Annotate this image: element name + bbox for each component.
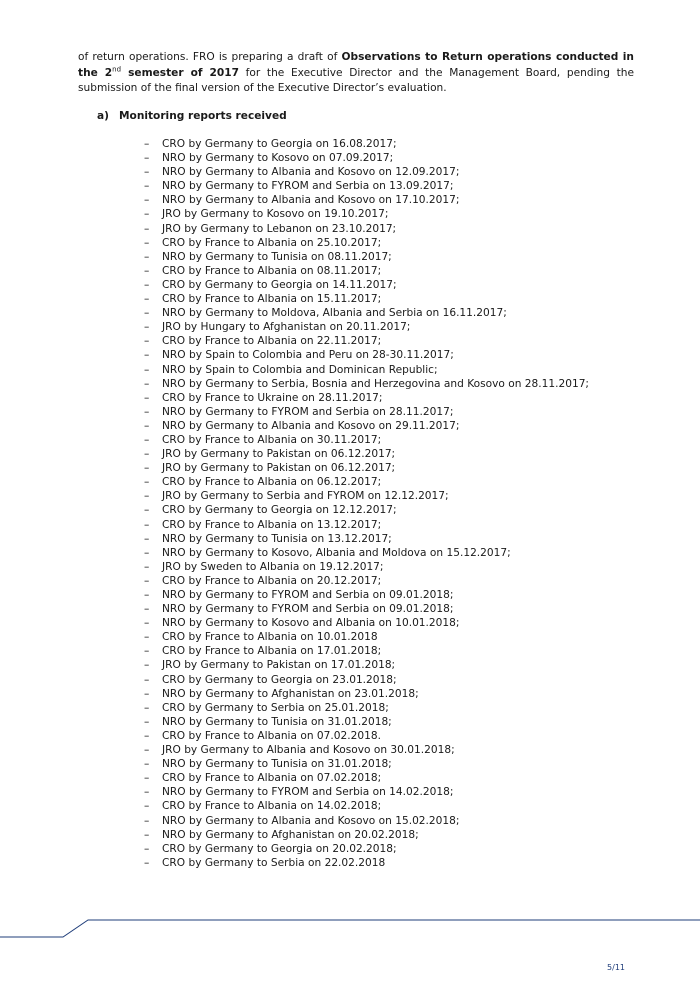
dash-bullet: – (144, 476, 150, 489)
report-text: NRO by Germany to Tunisia on 13.12.2017; (162, 532, 392, 545)
report-text: NRO by Germany to Kosovo and Albania on 10.01.2018; (162, 617, 460, 630)
list-item (144, 377, 589, 391)
dash-bullet: – (144, 405, 150, 418)
section-title: Monitoring reports received (119, 110, 287, 122)
dash-bullet: – (144, 518, 150, 531)
dash-bullet: – (144, 264, 150, 277)
report-text: CRO by France to Albania on 20.12.2017; (162, 574, 382, 587)
report-text: CRO by Germany to Serbia on 25.01.2018; (162, 701, 389, 714)
dash-bullet: – (144, 772, 150, 785)
list-item (144, 363, 589, 377)
report-text: NRO by Germany to FYROM and Serbia on 28.11.2017; (162, 405, 454, 418)
dash-bullet: – (144, 166, 150, 179)
report-text: JRO by Germany to Serbia and FYROM on 12.12.2017; (162, 490, 449, 503)
dash-bullet: – (144, 617, 150, 630)
list-item (144, 729, 589, 743)
report-text: NRO by Germany to FYROM and Serbia on 14.02.2018; (162, 786, 454, 799)
list-item (144, 856, 589, 870)
list-item (144, 560, 589, 574)
report-text: JRO by Germany to Albania and Kosovo on 30.01.2018; (162, 744, 455, 757)
list-item (144, 151, 589, 165)
report-text: CRO by France to Albania on 22.11.2017; (162, 335, 382, 348)
list-item (144, 503, 589, 517)
dash-bullet: – (144, 828, 150, 841)
section-heading (97, 110, 287, 122)
page-number: 5/11 (607, 963, 625, 972)
dash-bullet: – (144, 180, 150, 193)
list-item (144, 799, 589, 813)
dash-bullet: – (144, 786, 150, 799)
list-item (144, 433, 589, 447)
dash-bullet: – (144, 433, 150, 446)
dash-bullet: – (144, 687, 150, 700)
report-text: JRO by Hungary to Afghanistan on 20.11.2017; (162, 321, 411, 334)
report-text: NRO by Germany to Kosovo on 07.09.2017; (162, 152, 394, 165)
list-item (144, 616, 589, 630)
list-item (144, 687, 589, 701)
list-item (144, 743, 589, 757)
section-marker: a) (97, 110, 109, 122)
list-item (144, 264, 589, 278)
dash-bullet: – (144, 377, 150, 390)
dash-bullet: – (144, 744, 150, 757)
dash-bullet: – (144, 603, 150, 616)
list-item (144, 701, 589, 715)
dash-bullet: – (144, 194, 150, 207)
list-item (144, 334, 589, 348)
dash-bullet: – (144, 293, 150, 306)
dash-bullet: – (144, 842, 150, 855)
dash-bullet: – (144, 729, 150, 742)
dash-bullet: – (144, 278, 150, 291)
list-item (144, 546, 589, 560)
report-text: JRO by Sweden to Albania on 19.12.2017; (162, 560, 384, 573)
dash-bullet: – (144, 250, 150, 263)
footer-divider-path (0, 920, 700, 937)
list-item (144, 475, 589, 489)
list-item (144, 842, 589, 856)
monitoring-report-list (144, 137, 589, 870)
intro-text-1: of return operations. FRO is preparing a draft of (78, 51, 342, 63)
dash-bullet: – (144, 419, 150, 432)
list-item (144, 602, 589, 616)
list-item (144, 715, 589, 729)
dash-bullet: – (144, 532, 150, 545)
report-text: CRO by Germany to Georgia on 20.02.2018; (162, 842, 397, 855)
dash-bullet: – (144, 490, 150, 503)
footer-divider-line (0, 918, 700, 940)
list-item (144, 588, 589, 602)
report-text: NRO by Germany to Kosovo, Albania and Moldova on 15.12.2017; (162, 546, 511, 559)
intro-text-2: for the Executive Director and the Management Board, pending the submission of the final version of the Executive Director’s evaluation. (78, 66, 634, 94)
list-item (144, 419, 589, 433)
report-text: JRO by Germany to Kosovo on 19.10.2017; (162, 208, 389, 221)
report-text: NRO by Spain to Colombia and Peru on 28-30.11.2017; (162, 349, 454, 362)
list-item (144, 518, 589, 532)
report-text: CRO by Germany to Georgia on 23.01.2018; (162, 673, 397, 686)
list-item (144, 292, 589, 306)
list-item (144, 574, 589, 588)
report-text: CRO by France to Albania on 08.11.2017; (162, 264, 382, 277)
list-item (144, 644, 589, 658)
dash-bullet: – (144, 504, 150, 517)
dash-bullet: – (144, 800, 150, 813)
report-text: NRO by Germany to Albania and Kosovo on 15.02.2018; (162, 814, 460, 827)
report-text: NRO by Germany to Albania and Kosovo on 12.09.2017; (162, 166, 460, 179)
list-item (144, 193, 589, 207)
list-item (144, 771, 589, 785)
list-item (144, 489, 589, 503)
dash-bullet: – (144, 236, 150, 249)
list-item (144, 250, 589, 264)
report-text: CRO by Germany to Georgia on 14.11.2017; (162, 278, 397, 291)
list-item (144, 222, 589, 236)
report-text: NRO by Germany to FYROM and Serbia on 09.01.2018; (162, 589, 454, 601)
dash-bullet: – (144, 222, 150, 235)
dash-bullet: – (144, 321, 150, 334)
report-text: JRO by Germany to Lebanon on 23.10.2017; (162, 222, 397, 235)
report-text: NRO by Germany to Serbia, Bosnia and Herzegovina and Kosovo on 28.11.2017; (162, 377, 590, 390)
dash-bullet: – (144, 138, 150, 150)
list-item (144, 405, 589, 419)
report-text: NRO by Germany to Afghanistan on 23.01.2018; (162, 687, 419, 700)
list-item (144, 391, 589, 405)
report-text: NRO by Germany to Tunisia on 31.01.2018; (162, 758, 392, 771)
dash-bullet: – (144, 659, 150, 672)
list-item (144, 179, 589, 193)
report-text: NRO by Germany to Tunisia on 08.11.2017; (162, 250, 392, 263)
list-item (144, 348, 589, 362)
list-item (144, 785, 589, 799)
report-text: CRO by France to Albania on 07.02.2018. (162, 729, 381, 742)
report-text: NRO by Germany to Afghanistan on 20.02.2018; (162, 828, 419, 841)
report-text: JRO by Germany to Pakistan on 06.12.2017; (162, 462, 396, 475)
dash-bullet: – (144, 307, 150, 320)
report-text: NRO by Germany to Tunisia on 31.01.2018; (162, 715, 392, 728)
list-item (144, 757, 589, 771)
list-item (144, 461, 589, 475)
dash-bullet: – (144, 391, 150, 404)
report-text: CRO by France to Albania on 15.11.2017; (162, 293, 382, 306)
dash-bullet: – (144, 152, 150, 165)
dash-bullet: – (144, 349, 150, 362)
list-item (144, 320, 589, 334)
report-text: CRO by France to Albania on 13.12.2017; (162, 518, 382, 531)
list-item (144, 278, 589, 292)
list-item (144, 165, 589, 179)
report-text: NRO by Germany to FYROM and Serbia on 09.01.2018; (162, 603, 454, 616)
dash-bullet: – (144, 758, 150, 771)
dash-bullet: – (144, 645, 150, 658)
intro-superscript: nd (112, 64, 122, 73)
list-item (144, 447, 589, 461)
dash-bullet: – (144, 701, 150, 714)
dash-bullet: – (144, 208, 150, 221)
report-text: CRO by France to Albania on 30.11.2017; (162, 433, 382, 446)
list-item (144, 814, 589, 828)
report-text: JRO by Germany to Pakistan on 06.12.2017; (162, 448, 396, 461)
dash-bullet: – (144, 574, 150, 587)
list-item (144, 658, 589, 672)
list-item (144, 236, 589, 250)
intro-bold-1: Observations to Return operations conducted in the 2 (78, 51, 634, 79)
dash-bullet: – (144, 814, 150, 827)
list-item (144, 532, 589, 546)
report-text: CRO by France to Ukraine on 28.11.2017; (162, 391, 383, 404)
dash-bullet: – (144, 335, 150, 348)
report-text: CRO by France to Albania on 14.02.2018; (162, 800, 382, 813)
report-text: JRO by Germany to Pakistan on 17.01.2018; (162, 659, 396, 672)
report-text: CRO by France to Albania on 06.12.2017; (162, 476, 382, 489)
dash-bullet: – (144, 673, 150, 686)
report-text: CRO by Germany to Serbia on 22.02.2018 (162, 856, 386, 869)
report-text: CRO by France to Albania on 10.01.2018 (162, 631, 378, 644)
dash-bullet: – (144, 546, 150, 559)
dash-bullet: – (144, 589, 150, 601)
report-text: CRO by France to Albania on 07.02.2018; (162, 772, 382, 785)
list-item (144, 673, 589, 687)
report-text: CRO by Germany to Georgia on 12.12.2017; (162, 504, 397, 517)
dash-bullet: – (144, 631, 150, 644)
report-text: NRO by Germany to Albania and Kosovo on 17.10.2017; (162, 194, 460, 207)
dash-bullet: – (144, 448, 150, 461)
report-text: CRO by France to Albania on 25.10.2017; (162, 236, 382, 249)
report-text: NRO by Germany to FYROM and Serbia on 13.09.2017; (162, 180, 454, 193)
report-text: NRO by Spain to Colombia and Dominican Republic; (162, 363, 438, 376)
list-item (144, 306, 589, 320)
intro-paragraph (78, 50, 634, 97)
list-item (144, 207, 589, 221)
list-item (144, 828, 589, 842)
dash-bullet: – (144, 715, 150, 728)
list-item (144, 630, 589, 644)
intro-bold-2: semester of 2017 (121, 66, 239, 79)
report-text: NRO by Germany to Moldova, Albania and Serbia on 16.11.2017; (162, 307, 507, 320)
report-text: CRO by France to Albania on 17.01.2018; (162, 645, 382, 658)
list-item (144, 137, 589, 151)
dash-bullet: – (144, 560, 150, 573)
dash-bullet: – (144, 856, 150, 869)
dash-bullet: – (144, 462, 150, 475)
dash-bullet: – (144, 363, 150, 376)
report-text: CRO by Germany to Georgia on 16.08.2017; (162, 138, 397, 150)
report-text: NRO by Germany to Albania and Kosovo on 29.11.2017; (162, 419, 460, 432)
